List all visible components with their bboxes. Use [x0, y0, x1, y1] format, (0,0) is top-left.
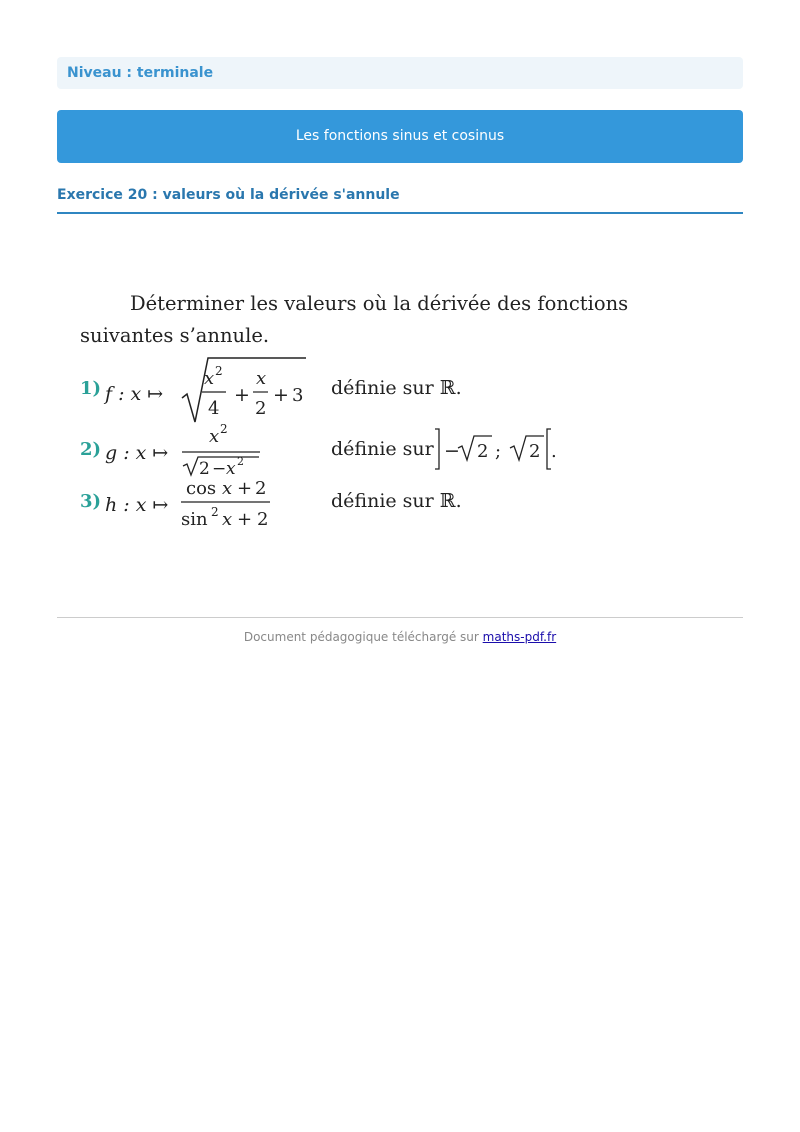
svg-text:−: −	[444, 440, 460, 462]
svg-text:2: 2	[220, 422, 228, 436]
svg-text:x: x	[222, 478, 233, 499]
svg-text:+: +	[237, 478, 253, 499]
svg-text:;: ;	[495, 441, 502, 462]
svg-text:2: 2	[199, 459, 210, 479]
svg-text:+: +	[234, 384, 250, 406]
level-label: Niveau : terminale	[57, 57, 743, 89]
item-3-domain: définie sur ℝ.	[331, 490, 462, 512]
footer-text: Document pédagogique téléchargé sur	[243, 630, 479, 644]
item-2-domain: définie sur	[331, 438, 434, 460]
item-2-formula	[178, 420, 268, 480]
svg-text:2: 2	[477, 441, 489, 462]
item-1-number: 1)	[80, 378, 102, 399]
chapter-banner: Les fonctions sinus et cosinus	[57, 110, 743, 163]
item-3-formula	[178, 474, 278, 532]
statement-line-1: Déterminer les valeurs où la dérivée des fonctions	[130, 292, 629, 315]
svg-text:2: 2	[237, 455, 244, 468]
svg-text:x: x	[209, 426, 220, 447]
svg-text:2: 2	[257, 509, 269, 530]
svg-text:x: x	[256, 368, 267, 389]
svg-text:2: 2	[215, 364, 223, 378]
svg-text:cos: cos	[186, 478, 217, 499]
footer-divider	[57, 617, 743, 618]
svg-text:x: x	[222, 509, 233, 530]
item-2-function-name: g : x ↦	[105, 442, 169, 464]
exercise-content	[0, 0, 800, 560]
statement-line-2: suivantes s’annule.	[80, 324, 270, 347]
item-3-number: 3)	[80, 491, 102, 512]
svg-text:+: +	[237, 509, 253, 530]
item-2-interval	[430, 424, 562, 474]
svg-text:4: 4	[208, 398, 220, 419]
svg-text:2: 2	[255, 478, 267, 499]
footer	[57, 630, 743, 644]
item-2-number: 2)	[80, 439, 102, 460]
svg-text:2: 2	[211, 505, 219, 519]
svg-text:x: x	[204, 368, 215, 389]
svg-text:.: .	[551, 441, 557, 462]
svg-text:3: 3	[292, 385, 304, 406]
svg-text:+: +	[273, 384, 289, 406]
svg-text:2: 2	[255, 398, 267, 419]
item-3-function-name: h : x ↦	[105, 494, 169, 516]
svg-text:sin: sin	[181, 509, 208, 530]
svg-text:x: x	[226, 459, 236, 479]
exercise-title: Exercice 20 : valeurs où la dérivée s'annule	[57, 184, 743, 214]
svg-text:2: 2	[529, 441, 541, 462]
item-1-domain: définie sur ℝ.	[331, 377, 462, 399]
item-1-formula	[178, 352, 313, 428]
item-1-function-name: f : x ↦	[105, 383, 164, 405]
footer-link[interactable]: maths-pdf.fr	[482, 630, 557, 644]
svg-text:−: −	[212, 459, 227, 479]
